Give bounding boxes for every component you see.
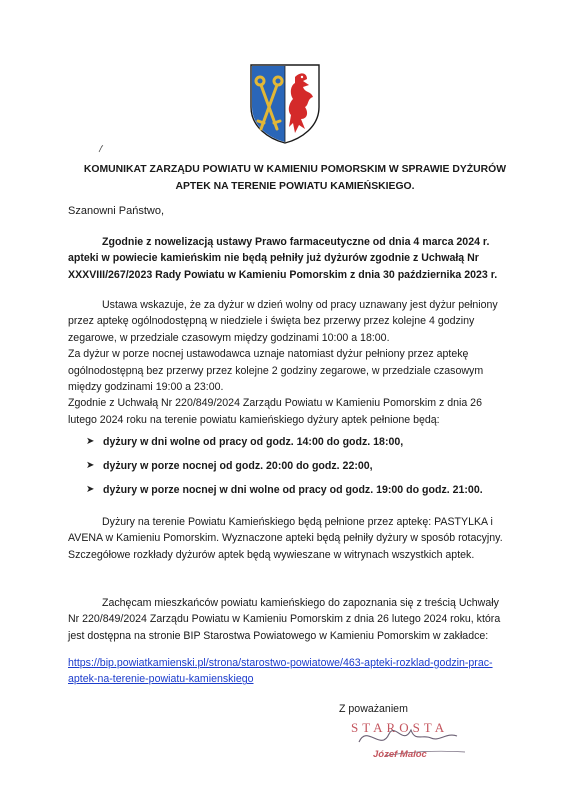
title-line-1: KOMUNIKAT ZARZĄDU POWIATU W KAMIENIU POMORSKIM W SPRAWIE DYŻURÓW <box>83 164 507 175</box>
greeting: Szanowni Państwo, <box>68 205 164 217</box>
intro-paragraph <box>68 234 508 283</box>
list-item <box>86 434 506 450</box>
regulation-paragraph-2: Za dyżur w porze nocnej ustawodawca uznaje natomiast dyżur pełniony przez aptekę ogólnodostępną bez przerwy przez kolejne 2 godziny zegarowe, w przedziale czasowym między godzinami 19:00 a 23:00. <box>68 348 484 394</box>
arrow-bullet-icon: ➤ <box>86 436 95 447</box>
arrow-bullet-icon: ➤ <box>86 483 95 495</box>
document-title <box>60 162 530 195</box>
pharmacies-text: Dyżury na terenie Powiatu Kamieńskiego będą pełnione przez aptekę: PASTYLKA i AVENA w Kamieniu Pomorskim. Wyznaczone apteki będą pełniły dyżury w sposób rotacyjny. Szczegółowe rozkłady dyżurów aptek będą wywieszane w witrynach wszystkich aptek. <box>68 516 503 561</box>
duty-hours-text: dyżury w dni wolne od pracy od godz. 14:00 do godz. 18:00, <box>103 436 404 448</box>
list-item <box>86 458 506 474</box>
regulation-paragraph-1: Ustawa wskazuje, że za dyżur w dzień wolny od pracy uznawany jest dyżur pełniony przez aptekę ogólnodostępną w niedziele i święta bez przerwy przez kolejne 4 godziny zegarowe, w przedziale czasowym między godzinami 10:00 a 18:00. <box>68 299 498 344</box>
title-line-2: APTEK NA TERENIE POWIATU KAMIEŃSKIEGO. <box>175 180 415 192</box>
list-item <box>86 482 506 498</box>
regulation-paragraph-3: Zgodnie z Uchwałą Nr 220/849/2024 Zarządu Powiatu w Kamieniu Pomorskim z dnia 26 lutego 2024 roku na terenie powiatu kamieńskiego dyżury aptek pełnione będą: <box>68 397 482 426</box>
encouragement-text: Zachęcam mieszkańców powiatu kamieńskiego do zapoznania się z treścią Uchwały Nr 220/849/2024 Zarządu Powiatu w Kamieniu Pomorskim z dnia 26 lutego 2024 roku, która jest dostępna na stronie BIP Starostwa Powiatowego w Kamieniu Pomorskim w zakładce: <box>68 597 501 642</box>
handwritten-signature-icon <box>345 712 485 772</box>
county-coat-of-arms-icon <box>249 63 321 145</box>
intro-text: Zgodnie z nowelizacją ustawy Prawo farmaceutyczne od dnia 4 marca 2024 r. apteki w powiecie kamieńskim nie będą pełniły już dyżurów zgodnie z Uchwałą Nr XXXVIII/267/2023 Rady Powiatu w Kamieniu Pomorskim z dnia 30 października 2023 r. <box>68 236 498 281</box>
duty-hours-text: dyżury w porze nocnej w dni wolne od pracy od godz. 19:00 do godz. 21:00. <box>103 483 483 496</box>
duty-hours-text: dyżury w porze nocnej od godz. 20:00 do godz. 22:00, <box>103 459 373 472</box>
regulation-section <box>68 297 508 428</box>
encouragement-paragraph <box>68 595 508 644</box>
arrow-bullet-icon: ➤ <box>86 459 95 471</box>
duty-hours-list <box>86 434 506 506</box>
bip-link[interactable]: https://bip.powiatkamienski.pl/strona/starostwo-powiatowe/463-apteki-rozklad-godzin-prac-aptek-na-terenie-powiatu-kamienskiego <box>68 657 493 686</box>
stamp-title: STAROSTA <box>351 720 449 735</box>
stamp-name: Józef Maloc <box>373 749 427 760</box>
regards-text: Z poważaniem <box>339 703 408 715</box>
pharmacies-paragraph <box>68 514 508 563</box>
scan-mark <box>98 142 104 150</box>
starosta-stamp <box>345 712 485 772</box>
